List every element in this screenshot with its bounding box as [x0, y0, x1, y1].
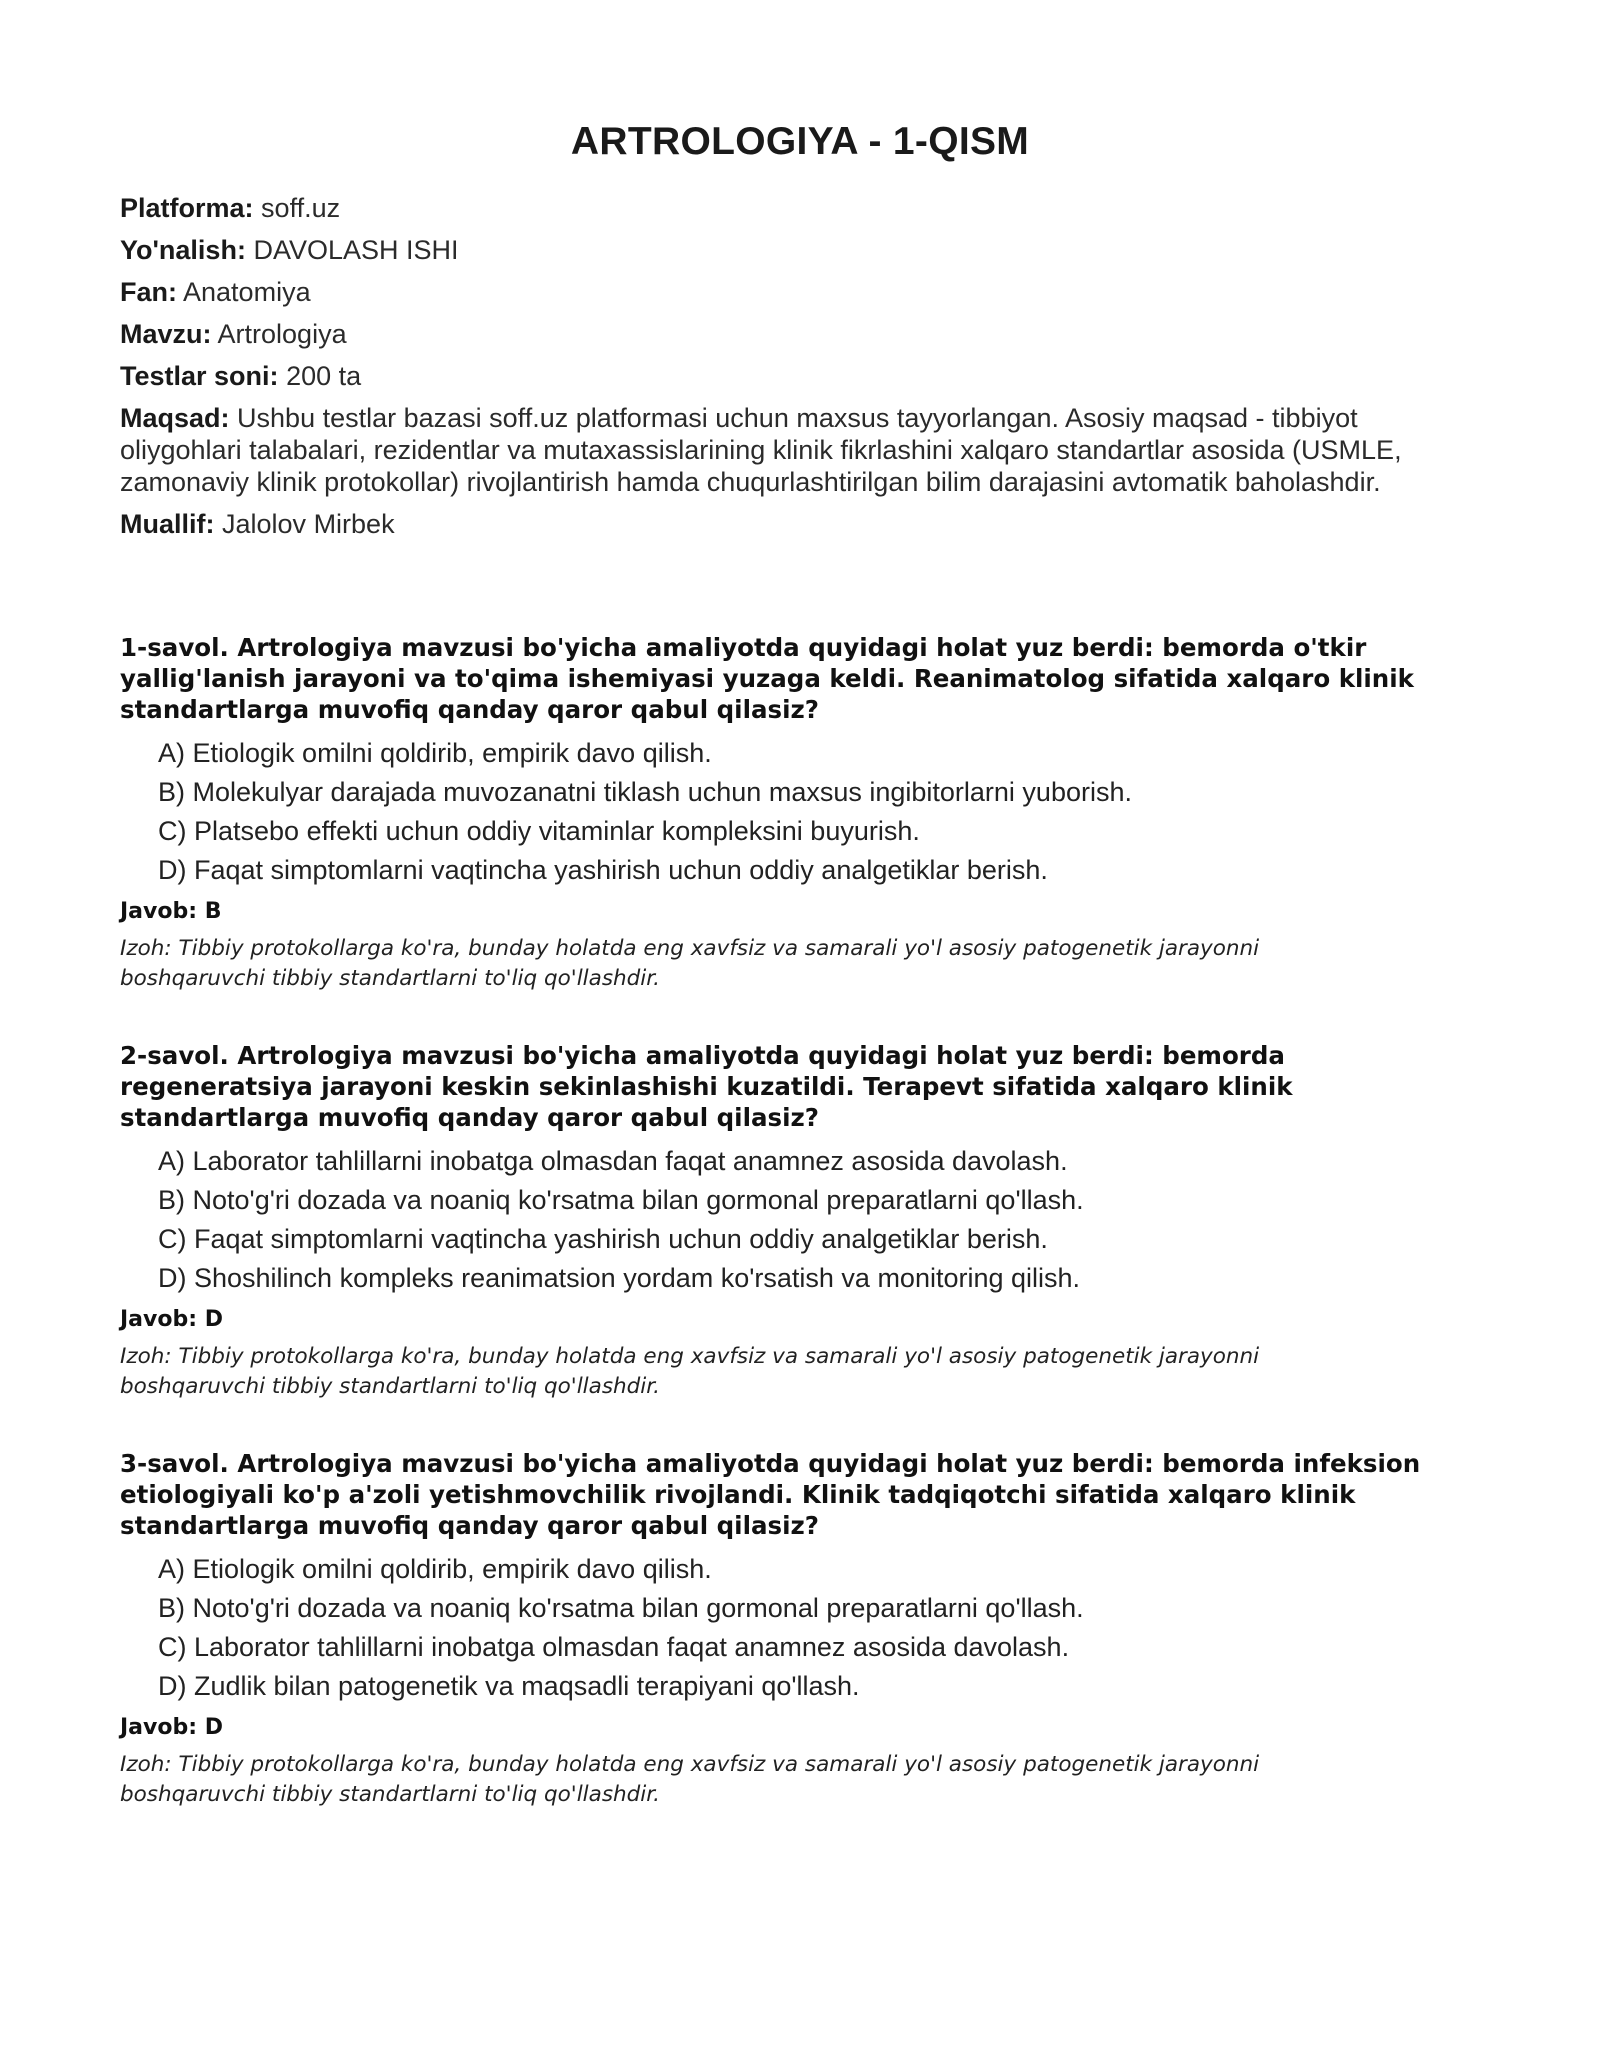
correct-answer: Javob: D	[120, 1307, 223, 1332]
option-b: B) Molekulyar darajada muvozanatni tiklash uchun maxsus ingibitorlarni yuborish.	[158, 777, 1132, 807]
meta-label: Platforma:	[120, 193, 254, 223]
meta-platform	[120, 192, 1480, 224]
page-title: ARTROLOGIYA - 1-QISM	[570, 120, 1030, 163]
meta-value: Artrologiya	[217, 319, 347, 349]
meta-topic	[120, 318, 1480, 350]
meta-value: Anatomiya	[183, 277, 311, 307]
meta-value: 200 ta	[286, 361, 362, 391]
meta-label: Mavzu:	[120, 319, 212, 349]
meta-author	[120, 508, 1480, 540]
meta-subject	[120, 276, 1480, 308]
question-text: 1-savol. Artrologiya mavzusi bo'yicha amaliyotda quyidagi holat yuz berdi: bemorda o'tkir yallig'lanish jarayoni va to'qima ishemiyasi yuzaga keldi. Reanimatolog sifatida xalqaro klinik standartlarga muvofiq qanday qaror qabul qilasiz?	[120, 633, 1414, 724]
meta-label: Fan:	[120, 277, 177, 307]
meta-label: Testlar soni:	[120, 361, 279, 391]
option-b: B) Noto'g'ri dozada va noaniq ko'rsatma bilan gormonal preparatlarni qo'llash.	[158, 1593, 1084, 1623]
meta-value: soff.uz	[261, 193, 341, 223]
answer-options	[120, 1553, 1480, 1702]
option-c: C) Platsebo effekti uchun oddiy vitaminlar kompleksini buyurish.	[158, 816, 920, 846]
question-2	[120, 1040, 1480, 1402]
meta-direction	[120, 234, 1480, 266]
option-d: D) Shoshilinch kompleks reanimatsion yordam ko'rsatish va monitoring qilish.	[158, 1263, 1081, 1293]
meta-purpose	[120, 402, 1480, 498]
meta-value: Jalolov Mirbek	[222, 509, 395, 539]
option-c: C) Laborator tahlillarni inobatga olmasdan faqat anamnez asosida davolash.	[158, 1632, 1070, 1662]
option-a: A) Etiologik omilni qoldirib, empirik davo qilish.	[158, 1554, 712, 1584]
meta-label: Muallif:	[120, 509, 215, 539]
question-1	[120, 632, 1480, 994]
explanation-note: Izoh: Tibbiy protokollarga ko'ra, bunday holatda eng xavfsiz va samarali yo'l asosiy patogenetik jarayonni boshqaruvchi tibbiy standartlarni to'liq qo'llashdir.	[120, 1752, 1260, 1807]
question-list	[120, 632, 1480, 1810]
question-text: 3-savol. Artrologiya mavzusi bo'yicha amaliyotda quyidagi holat yuz berdi: bemorda infeksion etiologiyali ko'p a'zoli yetishmovchilik rivojlandi. Klinik tadqiqotchi sifatida xalqaro klinik standartlarga muvofiq qanday qaror qabul qilasiz?	[120, 1449, 1421, 1540]
answer-options	[120, 1145, 1480, 1294]
option-d: D) Faqat simptomlarni vaqtincha yashirish uchun oddiy analgetiklar berish.	[158, 855, 1048, 885]
option-a: A) Laborator tahlillarni inobatga olmasdan faqat anamnez asosida davolash.	[158, 1146, 1068, 1176]
meta-label: Maqsad:	[120, 403, 230, 433]
question-3	[120, 1448, 1480, 1810]
option-b: B) Noto'g'ri dozada va noaniq ko'rsatma bilan gormonal preparatlarni qo'llash.	[158, 1185, 1084, 1215]
meta-label: Yo'nalish:	[120, 235, 246, 265]
document-page	[120, 120, 1480, 1856]
explanation-note: Izoh: Tibbiy protokollarga ko'ra, bunday holatda eng xavfsiz va samarali yo'l asosiy patogenetik jarayonni boshqaruvchi tibbiy standartlarni to'liq qo'llashdir.	[120, 936, 1260, 991]
option-a: A) Etiologik omilni qoldirib, empirik davo qilish.	[158, 738, 712, 768]
meta-value: DAVOLASH ISHI	[253, 235, 459, 265]
meta-value: Ushbu testlar bazasi soff.uz platformasi uchun maxsus tayyorlangan. Asosiy maqsad - tibbiyot oliygohlari talabalari, rezidentlar va mutaxassislarining klinik fikrlashini xalqaro standartlar asosida (USMLE, zamonaviy klinik protokollar) rivojlantirish hamda chuqurlashtirilgan bilim darajasini avtomatik baholashdir.	[120, 403, 1402, 497]
explanation-note: Izoh: Tibbiy protokollarga ko'ra, bunday holatda eng xavfsiz va samarali yo'l asosiy patogenetik jarayonni boshqaruvchi tibbiy standartlarni to'liq qo'llashdir.	[120, 1344, 1260, 1399]
meta-test-count	[120, 360, 1480, 392]
option-d: D) Zudlik bilan patogenetik va maqsadli terapiyani qo'llash.	[158, 1671, 860, 1701]
question-text: 2-savol. Artrologiya mavzusi bo'yicha amaliyotda quyidagi holat yuz berdi: bemorda regeneratsiya jarayoni keskin sekinlashishi kuzatildi. Terapevt sifatida xalqaro klinik standartlarga muvofiq qanday qaror qabul qilasiz?	[120, 1041, 1293, 1132]
correct-answer: Javob: B	[120, 899, 222, 924]
correct-answer: Javob: D	[120, 1715, 223, 1740]
meta-section	[120, 192, 1480, 540]
option-c: C) Faqat simptomlarni vaqtincha yashirish uchun oddiy analgetiklar berish.	[158, 1224, 1048, 1254]
answer-options	[120, 737, 1480, 886]
